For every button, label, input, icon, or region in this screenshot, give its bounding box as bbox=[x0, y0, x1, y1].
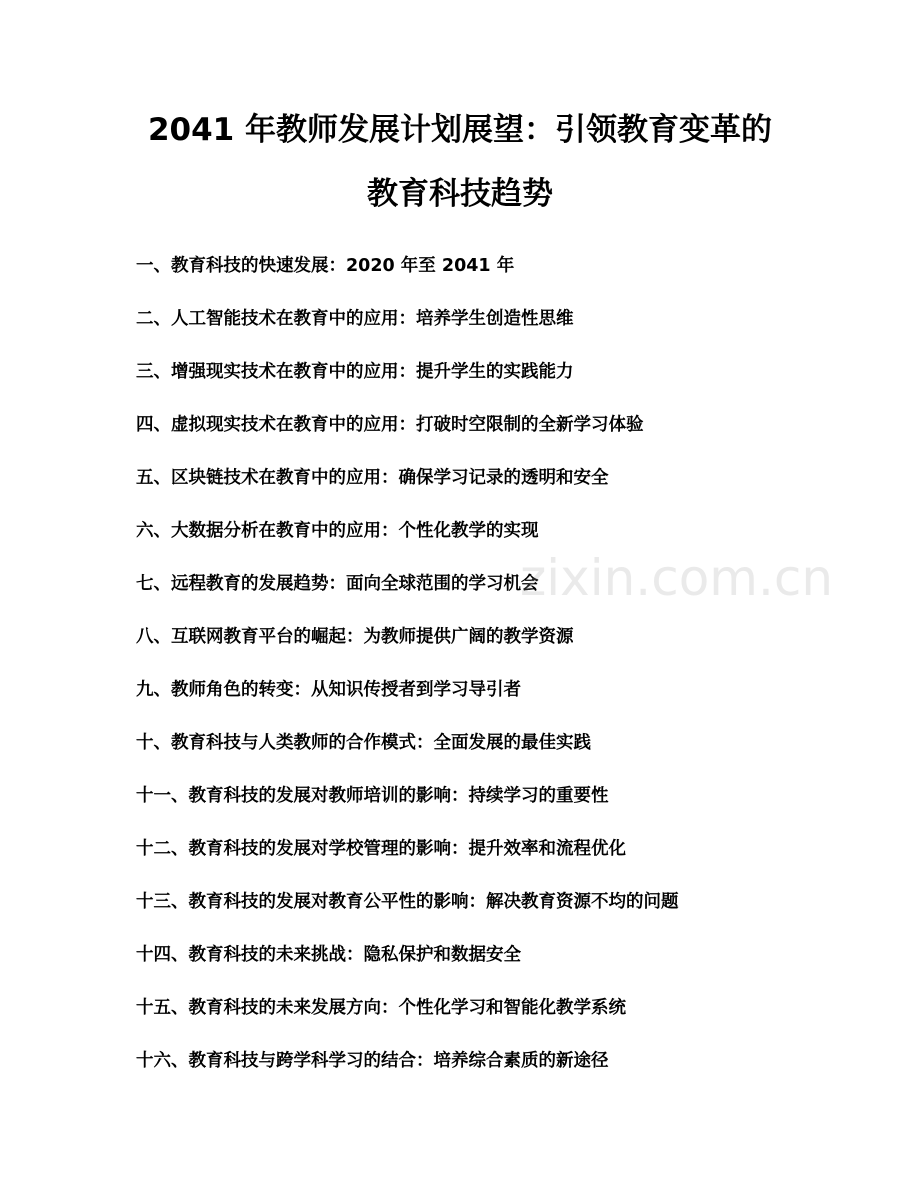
watermark: zixin.com.cn bbox=[520, 549, 834, 607]
outline-item: 十二、教育科技的发展对学校管理的影响：提升效率和流程优化 bbox=[136, 839, 626, 859]
outline-item: 十三、教育科技的发展对教育公平性的影响：解决教育资源不均的问题 bbox=[136, 892, 679, 912]
outline-item: 四、虚拟现实技术在教育中的应用：打破时空限制的全新学习体验 bbox=[136, 415, 644, 435]
outline-item: 六、大数据分析在教育中的应用：个性化教学的实现 bbox=[136, 521, 539, 541]
outline-item: 七、远程教育的发展趋势：面向全球范围的学习机会 bbox=[136, 574, 539, 594]
outline-item: 九、教师角色的转变：从知识传授者到学习导引者 bbox=[136, 680, 521, 700]
outline-item: 八、互联网教育平台的崛起：为教师提供广阔的教学资源 bbox=[136, 627, 574, 647]
outline-item: 十一、教育科技的发展对教师培训的影响：持续学习的重要性 bbox=[136, 786, 609, 806]
outline-list bbox=[136, 250, 876, 1098]
outline-item: 二、人工智能技术在教育中的应用：培养学生创造性思维 bbox=[136, 309, 574, 329]
outline-item: 十六、教育科技与跨学科学习的结合：培养综合素质的新途径 bbox=[136, 1051, 609, 1071]
outline-item: 十五、教育科技的未来发展方向：个性化学习和智能化教学系统 bbox=[136, 998, 626, 1018]
outline-item: 十、教育科技与人类教师的合作模式：全面发展的最佳实践 bbox=[136, 733, 591, 753]
outline-item: 一、教育科技的快速发展：2020 年至 2041 年 bbox=[136, 256, 515, 276]
outline-item: 五、区块链技术在教育中的应用：确保学习记录的透明和安全 bbox=[136, 468, 609, 488]
outline-item: 三、增强现实技术在教育中的应用：提升学生的实践能力 bbox=[136, 362, 574, 382]
outline-item: 十四、教育科技的未来挑战：隐私保护和数据安全 bbox=[136, 945, 521, 965]
document-title-line-1: 2041 年教师发展计划展望：引领教育变革的 bbox=[147, 112, 773, 148]
document-title-line-2: 教育科技趋势 bbox=[367, 176, 553, 212]
